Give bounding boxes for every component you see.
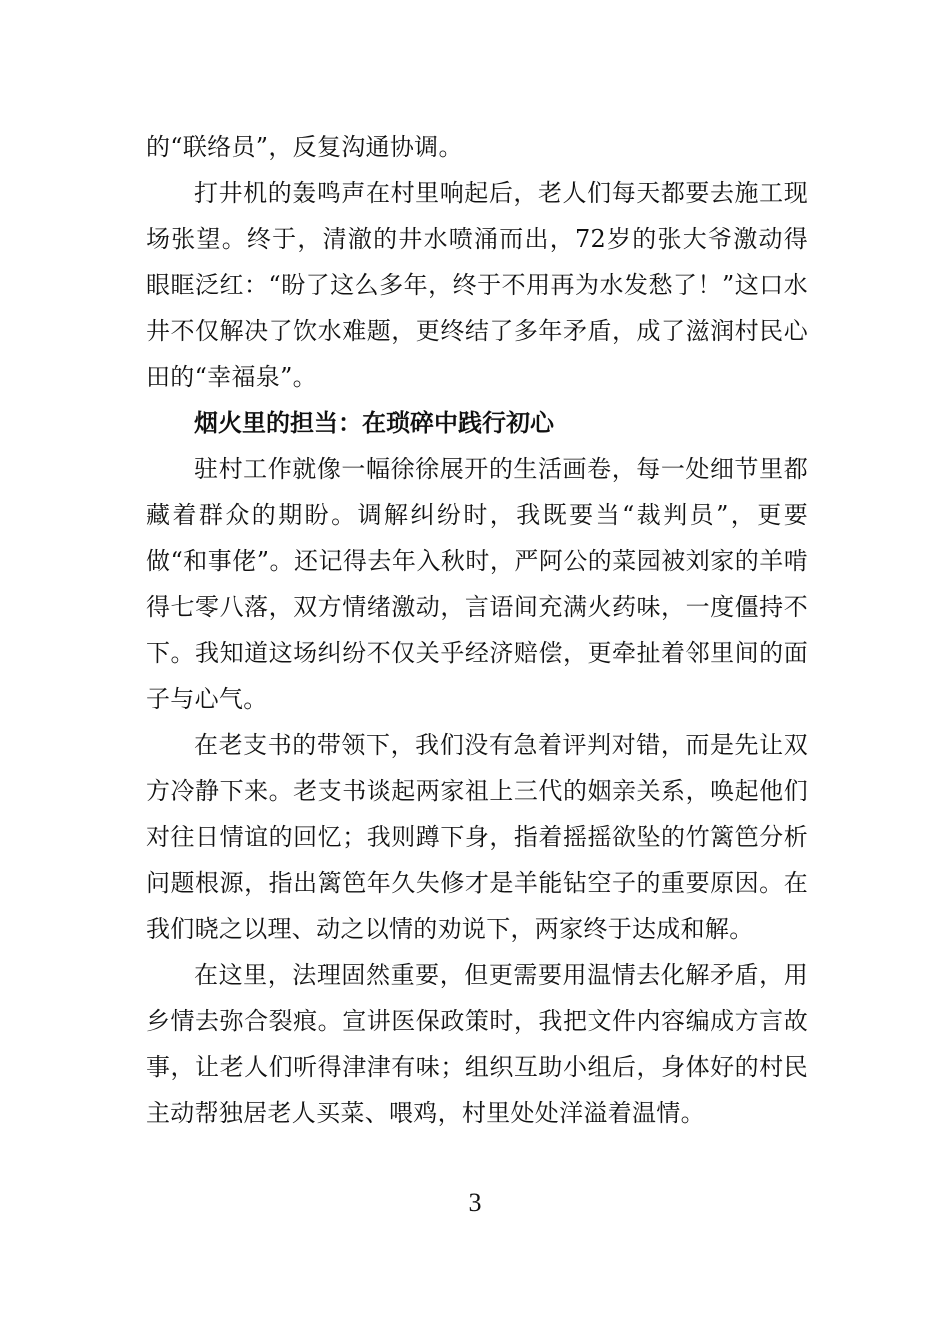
paragraph-warmth: 在这里，法理固然重要，但更需要用温情去化解矛盾，用乡情去弥合裂痕。宣讲医保政策时，我把文件内容编成方言故事，让老人们听得津津有味；组织互助小组后，身体好的村民主动帮独居老人买菜、喂鸡，村里处处洋溢着温情。 [146,961,808,1127]
section-heading: 烟火里的担当：在琐碎中践行初心 [194,409,554,437]
paragraph-reconciliation: 在老支书的带领下，我们没有急着评判对错，而是先让双方冷静下来。老支书谈起两家祖上三代的姻亲关系，唤起他们对往日情谊的回忆；我则蹲下身，指着摇摇欲坠的竹篱笆分析问题根源，指出篱笆年久失修才是羊能钻空子的重要原因。在我们晓之以理、动之以情的劝说下，两家终于达成和解。 [146,731,808,943]
paragraph-well-completion: 打井机的轰鸣声在村里响起后，老人们每天都要去施工现场张望。终于，清澈的井水喷涌而出，72岁的张大爷激动得眼眶泛红：“盼了这么多年，终于不用再为水发愁了！”这口水井不仅解决了饮水难题，更终结了多年矛盾，成了滋润村民心田的“幸福泉”。 [146,179,808,391]
paragraph-continued: 的“联络员”，反复沟通协调。 [146,133,463,161]
document-body [146,124,808,1136]
paragraph-dispute-mediation: 驻村工作就像一幅徐徐展开的生活画卷，每一处细节里都藏着群众的期盼。调解纠纷时，我既要当“裁判员”，更要做“和事佬”。还记得去年入秋时，严阿公的菜园被刘家的羊啃得七零八落，双方情绪激动，言语间充满火药味，一度僵持不下。我知道这场纠纷不仅关乎经济赔偿，更牵扯着邻里间的面子与心气。 [146,455,808,713]
page-number: 3 [468,1188,482,1217]
